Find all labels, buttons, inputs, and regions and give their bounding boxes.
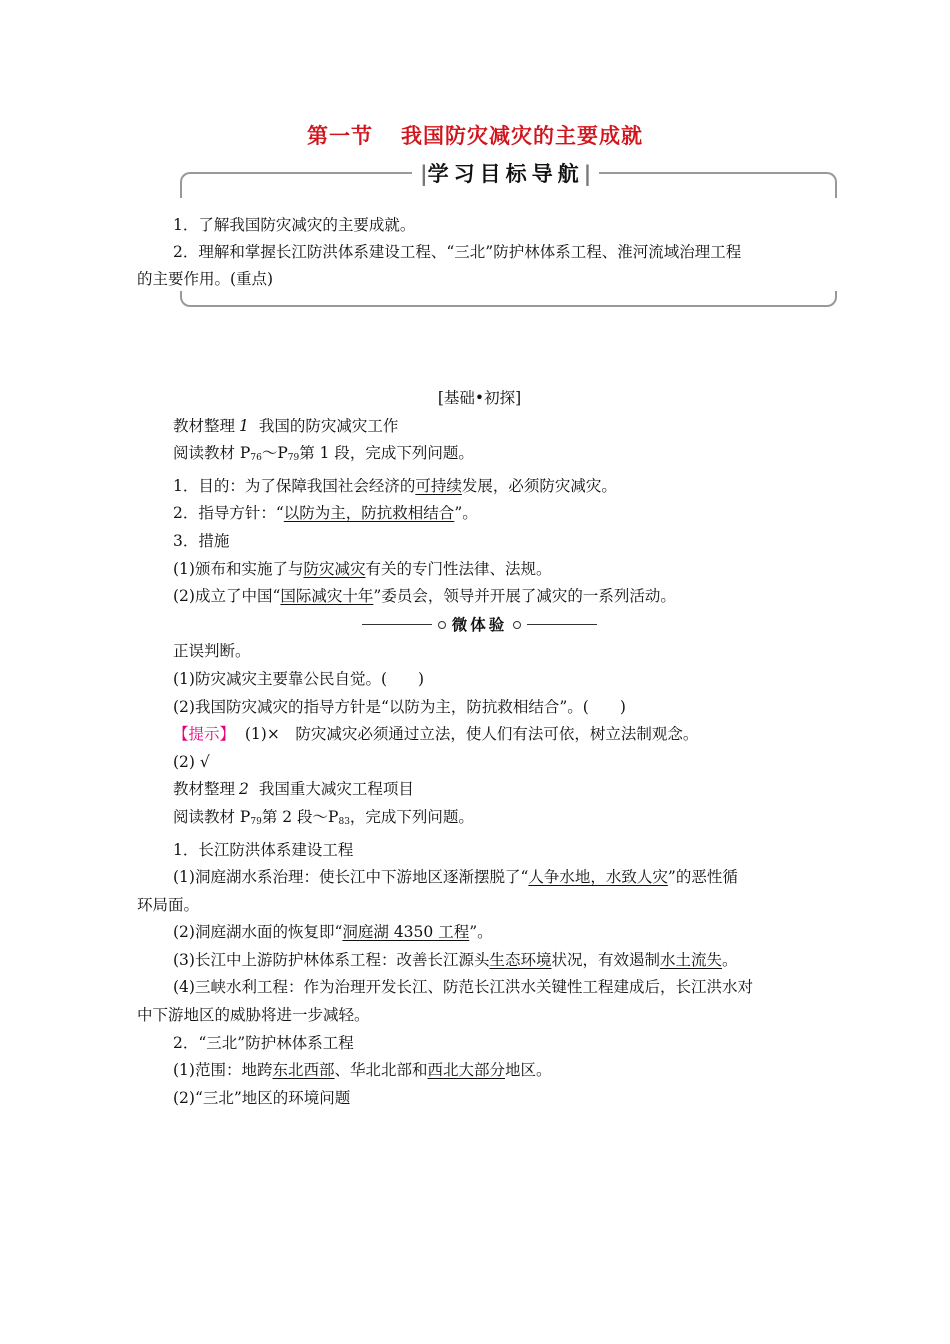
unit1-item-purpose: 1．目的：为了保障我国社会经济的可持续发展，必须防灾减灾。 [173,476,617,495]
unit2-reading: 阅读教材 $P_{79}$第 2 段$\sim P_{83}$，完成下列问题。 [173,807,474,827]
unit2-heading: 教材整理 2 我国重大减灾工程项目 [173,780,414,799]
unit2-section-2: 2．“三北”防护林体系工程 [173,1033,354,1052]
unit2-section-1: 1．长江防洪体系建设工程 [173,840,354,859]
unit2-s1-item-1: (1)洞庭湖水系治理：使长江中下游地区逐渐摆脱了“人争水地，水致人灾”的恶性循 [173,868,738,887]
micro-question-2: (2)我国防灾减灾的指导方针是“以防为主，防抗救相结合”。( ) [173,697,626,716]
unit2-s1-item-3: (3)长江中上游防护林体系工程：改善长江源头生态环境状况，有效遏制水土流失。 [173,950,738,969]
micro-experience-label: 微体验 [451,614,508,634]
unit1-measure-1: (1)颁布和实施了与防灾减灾有关的专门性法律、法规。 [173,559,552,578]
section-name: 我国防灾减灾的主要成就 [401,123,643,148]
page-title [0,120,950,150]
unit2-s1-item-4-cont: 中下游地区的威胁将进一步减轻。 [137,1006,370,1025]
main-content [137,385,822,1112]
unit1-heading: 教材整理 1 我国的防灾减灾工作 [173,416,399,435]
frame-bottom-border [180,291,837,307]
learning-goals-list [137,212,822,293]
unit1-item-policy: 2．指导方针：“以防为主，防抗救相结合”。 [173,504,478,523]
unit2-s1-item-4: (4)三峡水利工程：作为治理开发长江、防范长江洪水关键性工程建成后，长江洪水对 [173,978,753,997]
unit2-s2-item-2: (2)“三北”地区的环境问题 [173,1088,351,1107]
micro-experience-divider [137,611,822,639]
goal-line: 的主要作用。(重点) [137,270,274,288]
unit2-s1-item-2: (2)洞庭湖水面的恢复即“洞庭湖 4350 工程”。 [173,923,493,942]
micro-intro: 正误判断。 [173,642,251,661]
micro-question-1: (1)防灾减灾主要靠公民自觉。( ) [173,669,425,688]
unit2-s1-item-1-cont: 环局面。 [137,895,200,914]
section-number: 第一节 [307,123,373,148]
basics-label: [基础•初探] [437,389,522,407]
micro-hint: 【提示】 (1)× 防灾减灾必须通过立法，使人们有法可依，树立法制观念。 [173,725,699,744]
unit1-measure-2: (2)成立了中国“国际减灾十年”委员会，领导并开展了减灾的一系列活动。 [173,587,676,606]
unit1-reading: 阅读教材 $P_{76}\sim P_{79}$第 1 段，完成下列问题。 [173,444,474,464]
goal-line: 1．了解我国防灾减灾的主要成就。 [173,216,416,234]
unit2-s2-item-1: (1)范围：地跨东北西部、华北北部和西北大部分地区。 [173,1061,552,1080]
micro-hint-2: (2) √ [173,752,210,771]
goal-line: 2．理解和掌握长江防洪体系建设工程、“三北”防护林体系工程、淮河流域治理工程 [173,243,742,261]
learning-goals-header: |学习目标导航| [412,158,599,188]
unit1-item-measures: 3．措施 [173,531,230,550]
goal-header-text: 学习目标导航 [427,162,584,186]
hint-label: 【提示】 [173,725,236,744]
